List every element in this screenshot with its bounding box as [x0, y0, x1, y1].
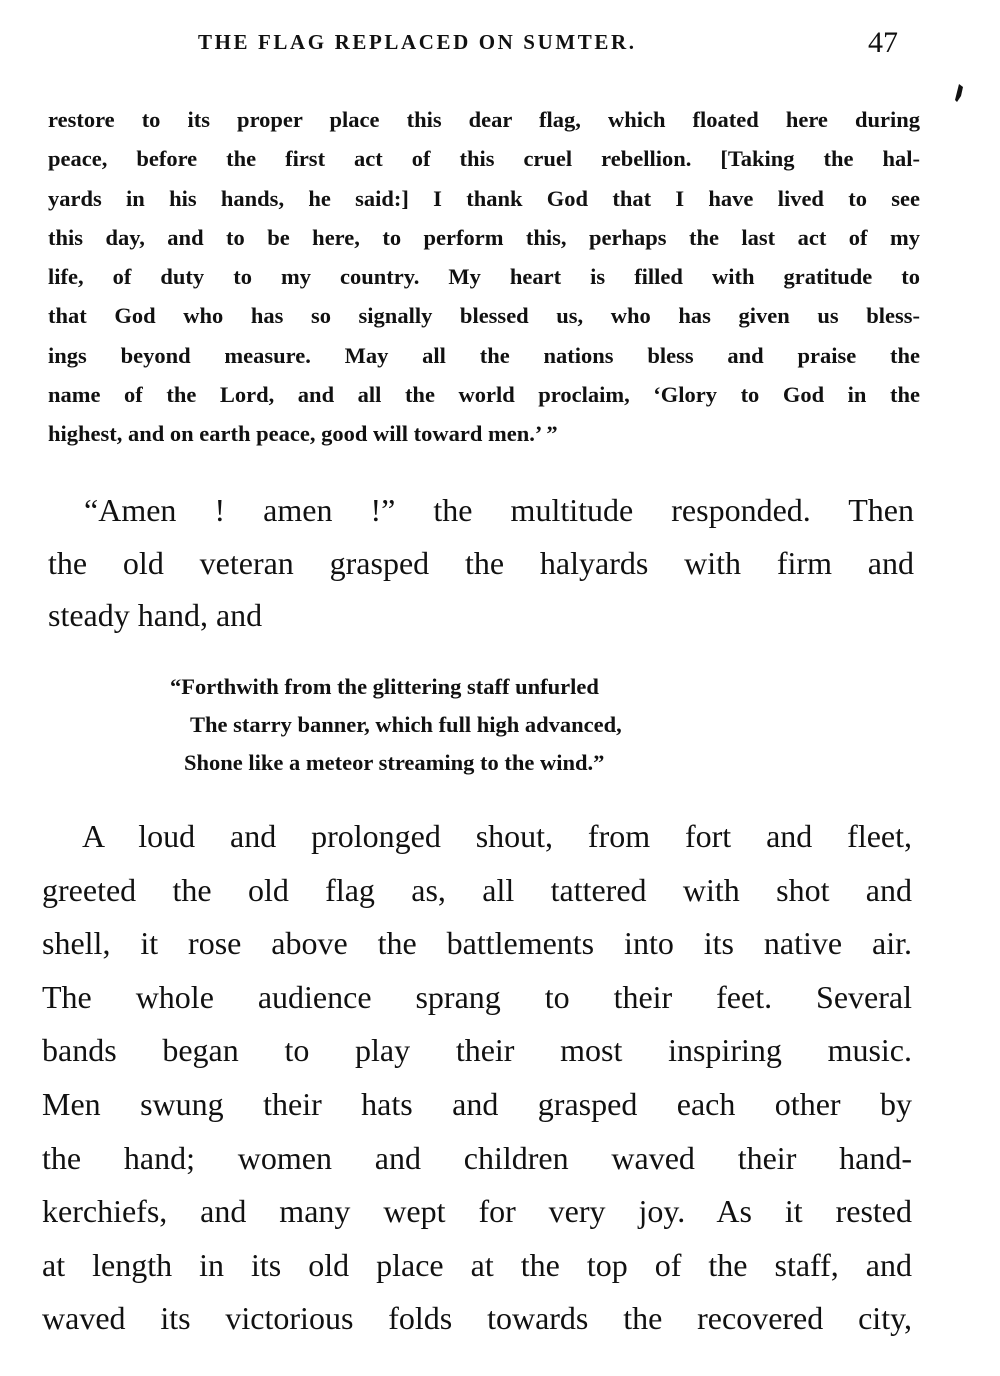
quote-line: this day, and to be here, to perform this, perhaps the last act of my: [48, 224, 920, 250]
quote-line: name of the Lord, and all the world proclaim, ‘Glory to God in the: [48, 382, 920, 408]
paragraph-line: bands began to play their most inspiring music.: [42, 1032, 912, 1069]
paragraph-amen: [48, 484, 914, 642]
quote-line: ings beyond measure. May all the nations bless and praise the: [48, 342, 920, 368]
page-header: [0, 26, 1000, 66]
quote-line: peace, before the first act of this cruel rebellion. [Taking the hal-: [48, 146, 920, 172]
paragraph-line: shell, it rose above the battlements into its native air.: [42, 925, 912, 962]
quote-line: highest, and on earth peace, good will toward men.’ ”: [48, 421, 558, 447]
paragraph-line: waved its victorious folds towards the recovered city,: [42, 1300, 912, 1337]
quote-line: restore to its proper place this dear flag, which floated here during: [48, 107, 920, 132]
page-number: 47: [868, 26, 898, 59]
paragraph-line: the old veteran grasped the halyards with firm and: [48, 544, 914, 581]
paragraph-line: “Amen ! amen !” the multitude responded. Then: [84, 492, 914, 528]
quote-line: yards in his hands, he said:] I thank God that I have lived to see: [48, 185, 920, 211]
poem-line: The starry banner, which full high advanced,: [190, 712, 622, 737]
paragraph-shout: [42, 810, 912, 1346]
block-quote-speech: [48, 100, 920, 454]
paragraph-line: the hand; women and children waved their hand-: [42, 1139, 912, 1176]
quote-line: life, of duty to my country. My heart is filled with gratitude to: [48, 264, 920, 290]
paragraph-line: kerchiefs, and many wept for very joy. As it rested: [42, 1193, 912, 1230]
quote-line: that God who has so signally blessed us, who has given us bless-: [48, 303, 920, 329]
running-head: THE FLAG REPLACED ON SUMTER.: [198, 30, 637, 54]
paragraph-line: at length in its old place at the top of the staff, and: [42, 1246, 912, 1283]
paragraph-line: steady hand, and: [48, 597, 263, 633]
poem-quotation: [170, 668, 790, 782]
ink-blot-mark: [954, 84, 963, 102]
paragraph-line: Men swung their hats and grasped each other by: [42, 1085, 912, 1122]
paragraph-line: A loud and prolonged shout, from fort and fleet,: [82, 818, 912, 854]
poem-line: Shone like a meteor streaming to the wind.”: [184, 750, 605, 775]
poem-line: “Forthwith from the glittering staff unfurled: [170, 674, 599, 699]
paragraph-line: The whole audience sprang to their feet. Several: [42, 978, 912, 1015]
paragraph-line: greeted the old flag as, all tattered with shot and: [42, 871, 912, 908]
